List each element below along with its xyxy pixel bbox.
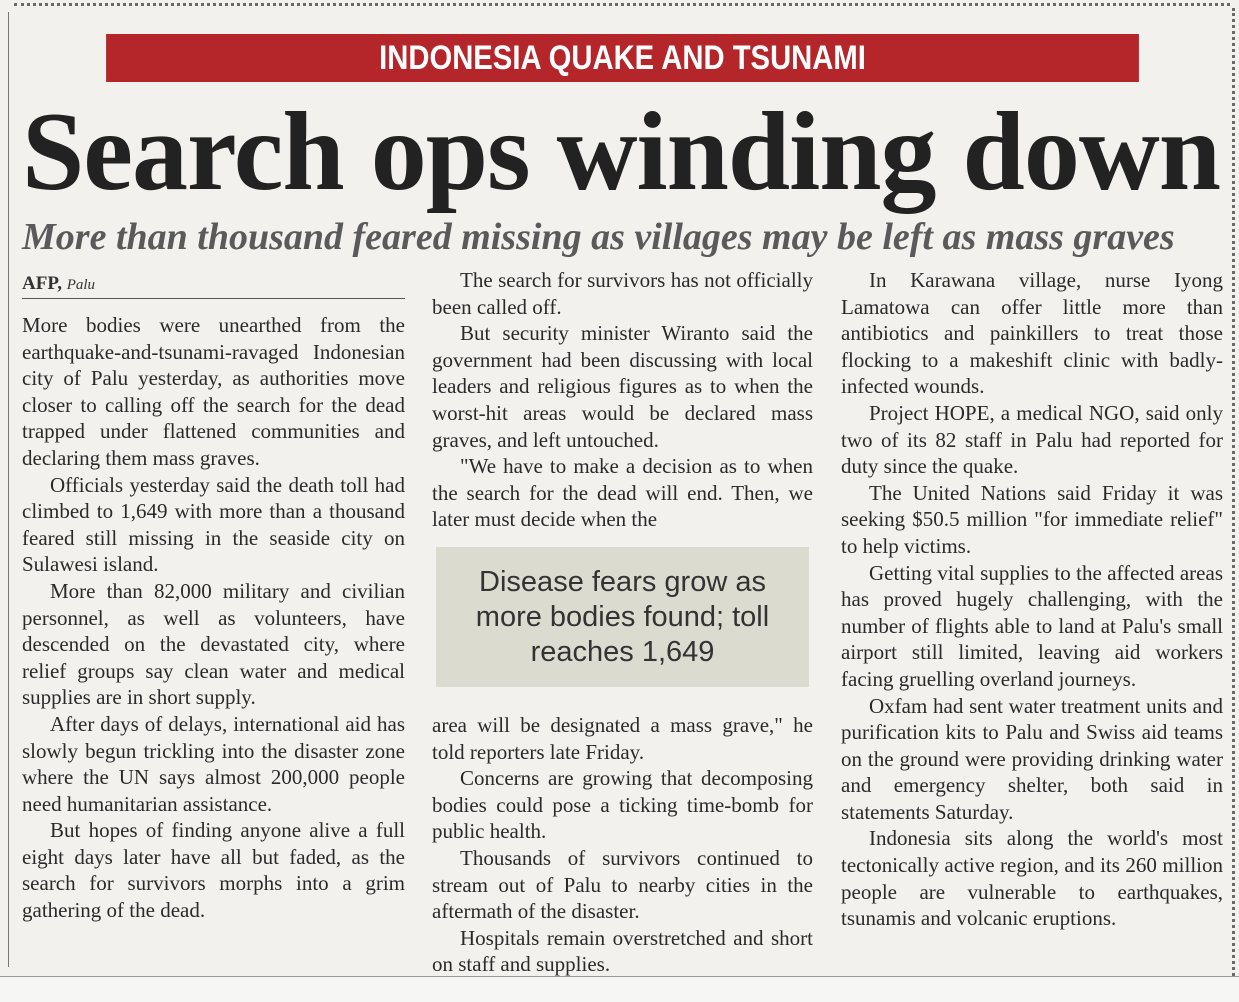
- paragraph: More bodies were unearthed from the earthquake-and-tsunami-ravaged Indonesian city of Palu yesterday, as authorities move closer to calling off the search for the dead trapped under flattened communities and declaring them mass graves.: [22, 313, 405, 470]
- paragraph: Oxfam had sent water treatment units and purification kits to Palu and Swiss aid teams on the ground were providing drinking water and emergency shelter, both said in statements Saturday.: [841, 693, 1223, 824]
- paragraph-continuation: area will be designated a mass grave," he told reporters late Friday.: [432, 713, 813, 764]
- paragraph: The search for survivors has not officially been called off.: [432, 268, 813, 319]
- paragraph: Thousands of survivors continued to stream out of Palu to nearby cities in the aftermath of the disaster.: [432, 845, 813, 924]
- subheadline: More than thousand feared missing as villages may be left as mass graves: [22, 216, 1175, 258]
- byline-location: Palu: [66, 277, 96, 293]
- bottom-margin: [0, 977, 1239, 1002]
- left-rule: [8, 12, 9, 967]
- paragraph: Project HOPE, a medical NGO, said only two of its 82 staff in Palu had reported for duty since the quake.: [841, 400, 1223, 479]
- column-2-bottom: [432, 712, 813, 978]
- paragraph: More than 82,000 military and civilian personnel, as well as volunteers, have descended on the devastated city, where relief groups say clean water and medical supplies are in short supply.: [22, 578, 405, 710]
- paragraph: Officials yesterday said the death toll had climbed to 1,649 with more than a thousand feared still missing in the seaside city on Sulawesi island.: [22, 472, 405, 577]
- paragraph: In Karawana village, nurse Iyong Lamatowa can offer little more than antibiotics and painkillers to treat those flocking to a makeshift clinic with badly-infected wounds.: [841, 268, 1223, 399]
- byline-agency: AFP,: [22, 273, 62, 294]
- paragraph: Hospitals remain overstretched and short on staff and supplies.: [432, 925, 813, 977]
- paragraph: After days of delays, international aid has slowly begun trickling into the disaster zone where the UN says almost 200,000 people need humanitarian assistance.: [22, 711, 405, 816]
- topic-label: INDONESIA QUAKE AND TSUNAMI: [379, 38, 866, 77]
- paragraph: The United Nations said Friday it was seeking $50.5 million "for immediate relief" to help victims.: [841, 480, 1223, 558]
- right-dotted-border: [1232, 8, 1235, 988]
- column-3: [841, 267, 1223, 932]
- headline: Search ops winding down: [22, 90, 1221, 214]
- byline: [22, 270, 405, 299]
- topic-banner: [106, 34, 1139, 82]
- paragraph: But security minister Wiranto said the government had been discussing with local leaders and religious figures as to when the worst-hit areas would be declared mass graves, and left untouched.: [432, 321, 813, 452]
- paragraph: "We have to make a decision as to when the search for the dead will end. Then, we later must decide when the: [432, 454, 813, 532]
- top-dotted-border: [14, 3, 1230, 6]
- pull-quote-text: Disease fears grow as more bodies found; toll reaches 1,649: [475, 565, 770, 668]
- paragraph: Getting vital supplies to the affected areas has proved hugely challenging, with the number of flights able to land at Palu's small airport still limited, leaving aid workers facing gruelling overland journeys.: [841, 560, 1223, 691]
- column-1: [22, 312, 405, 924]
- column-2-top: [432, 267, 813, 533]
- pull-quote: [436, 547, 809, 687]
- paragraph: But hopes of finding anyone alive a full eight days later have all but faded, as the search for survivors morphs into a grim gathering of the dead.: [22, 818, 405, 923]
- paragraph: Concerns are growing that decomposing bodies could pose a ticking time-bomb for public health.: [432, 766, 813, 844]
- paragraph: Indonesia sits along the world's most tectonically active region, and its 260 million people are vulnerable to earthquakes, tsunamis and volcanic eruptions.: [841, 826, 1223, 931]
